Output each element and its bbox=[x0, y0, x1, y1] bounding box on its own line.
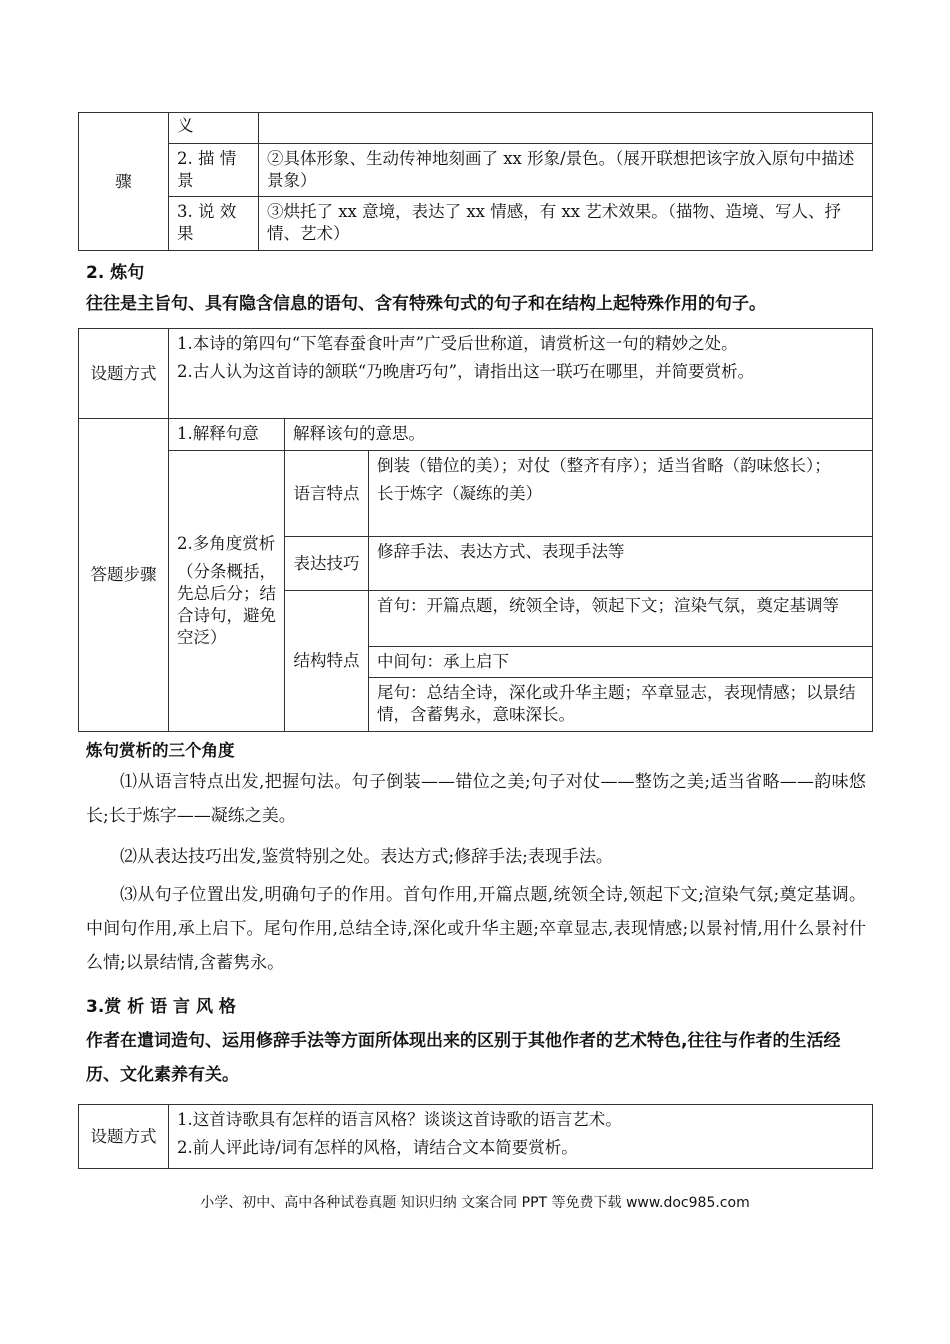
step-cell: 2. 描 情 景 bbox=[169, 144, 259, 197]
angles-heading: 炼句赏析的三个角度 bbox=[86, 741, 235, 760]
step-content: 解释该句的意思。 bbox=[285, 419, 873, 451]
language-item: 倒装（错位的美）；对仗（整齐有序）；适当省略（韵味悠长）； bbox=[377, 456, 831, 475]
structure-item: 中间句：承上启下 bbox=[369, 647, 873, 678]
step-content: ③烘托了 xx 意境，表达了 xx 情感，有 xx 艺术效果。（描物、造境、写人、抒情、艺术） bbox=[259, 197, 873, 251]
step-cell: 1.解释句意 bbox=[169, 419, 285, 451]
question-item: 1.本诗的第四句“下笔春蚕食叶声”广受后世称道，请赏析这一句的精妙之处。 bbox=[177, 334, 738, 353]
question-label: 设题方式 bbox=[79, 1105, 169, 1169]
section-heading: 2. 炼句 bbox=[86, 263, 145, 283]
technique-content: 修辞手法、表达方式、表现手法等 bbox=[369, 537, 873, 591]
multi-angle-cell bbox=[169, 451, 285, 732]
question-item: 2.古人认为这首诗的颔联“乃晚唐巧句”，请指出这一联巧在哪里，并简要赏析。 bbox=[177, 362, 755, 381]
angle-paragraph: ⑶从句子位置出发,明确句子的作用。首句作用,开篇点题,统领全诗,领起下文;渲染气氛;奠定基调。中间句作用,承上启下。尾句作用,总结全诗,深化或升华主题;卒章显志,表现情感;以景衬情,用什么景衬什么情;以景结情,含蓄隽永。 bbox=[86, 885, 866, 973]
angle-paragraph: ⑵从表达技巧出发,鉴赏特别之处。表达方式;修辞手法;表现手法。 bbox=[120, 847, 613, 867]
section-heading: 3.赏 析 语 言 风 格 bbox=[86, 997, 236, 1017]
question-list bbox=[169, 329, 873, 419]
step-cell: 3. 说 效 果 bbox=[169, 197, 259, 251]
angle-paragraph: ⑴从语言特点出发,把握句法。句子倒装——错位之美;句子对仗——整饬之美;适当省略——韵味悠长;长于炼字——凝练之美。 bbox=[86, 772, 866, 826]
step-content bbox=[259, 113, 873, 144]
answer-label: 答题步骤 bbox=[79, 419, 169, 732]
language-item: 长于炼字（凝练的美） bbox=[377, 484, 542, 503]
section-intro: 作者在遣词造句、运用修辞手法等方面所体现出来的区别于其他作者的艺术特色,往往与作者的生活经历、文化素养有关。 bbox=[86, 1031, 841, 1085]
step-content: ②具体形象、生动传神地刻画了 xx 形象/景色。（展开联想把该字放入原句中描述景象） bbox=[259, 144, 873, 197]
language-label: 语言特点 bbox=[285, 451, 369, 537]
question-list bbox=[169, 1105, 873, 1169]
question-label: 设题方式 bbox=[79, 329, 169, 419]
structure-item: 尾句：总结全诗，深化或升华主题；卒章显志，表现情感；以景结情，含蓄隽永，意味深长。 bbox=[369, 678, 873, 732]
technique-label: 表达技巧 bbox=[285, 537, 369, 591]
page-footer: 小学、初中、高中各种试卷真题 知识归纳 文案合同 PPT 等免费下载 www.doc985.com bbox=[200, 1195, 750, 1211]
structure-item: 首句：开篇点题，统领全诗，领起下文；渲染气氛，奠定基调等 bbox=[369, 591, 873, 647]
style-table bbox=[78, 1104, 873, 1169]
question-item: 2.前人评此诗/词有怎样的风格，请结合文本简要赏析。 bbox=[177, 1138, 578, 1157]
steps-table-continued bbox=[78, 112, 873, 251]
step-title: 2.多角度赏析 bbox=[177, 534, 276, 553]
language-content bbox=[369, 451, 873, 537]
lianju-table bbox=[78, 328, 873, 732]
section-intro: 往往是主旨句、具有隐含信息的语句、含有特殊句式的句子和在结构上起特殊作用的句子。 bbox=[86, 294, 766, 314]
question-item: 1.这首诗歌具有怎样的语言风格？谈谈这首诗歌的语言艺术。 bbox=[177, 1110, 622, 1129]
step-note: （分条概括，先总后分；结合诗句，避免空泛） bbox=[177, 562, 276, 647]
step-cell: 义 bbox=[169, 113, 259, 144]
steps-label: 骤 bbox=[79, 113, 169, 251]
structure-label: 结构特点 bbox=[285, 591, 369, 732]
